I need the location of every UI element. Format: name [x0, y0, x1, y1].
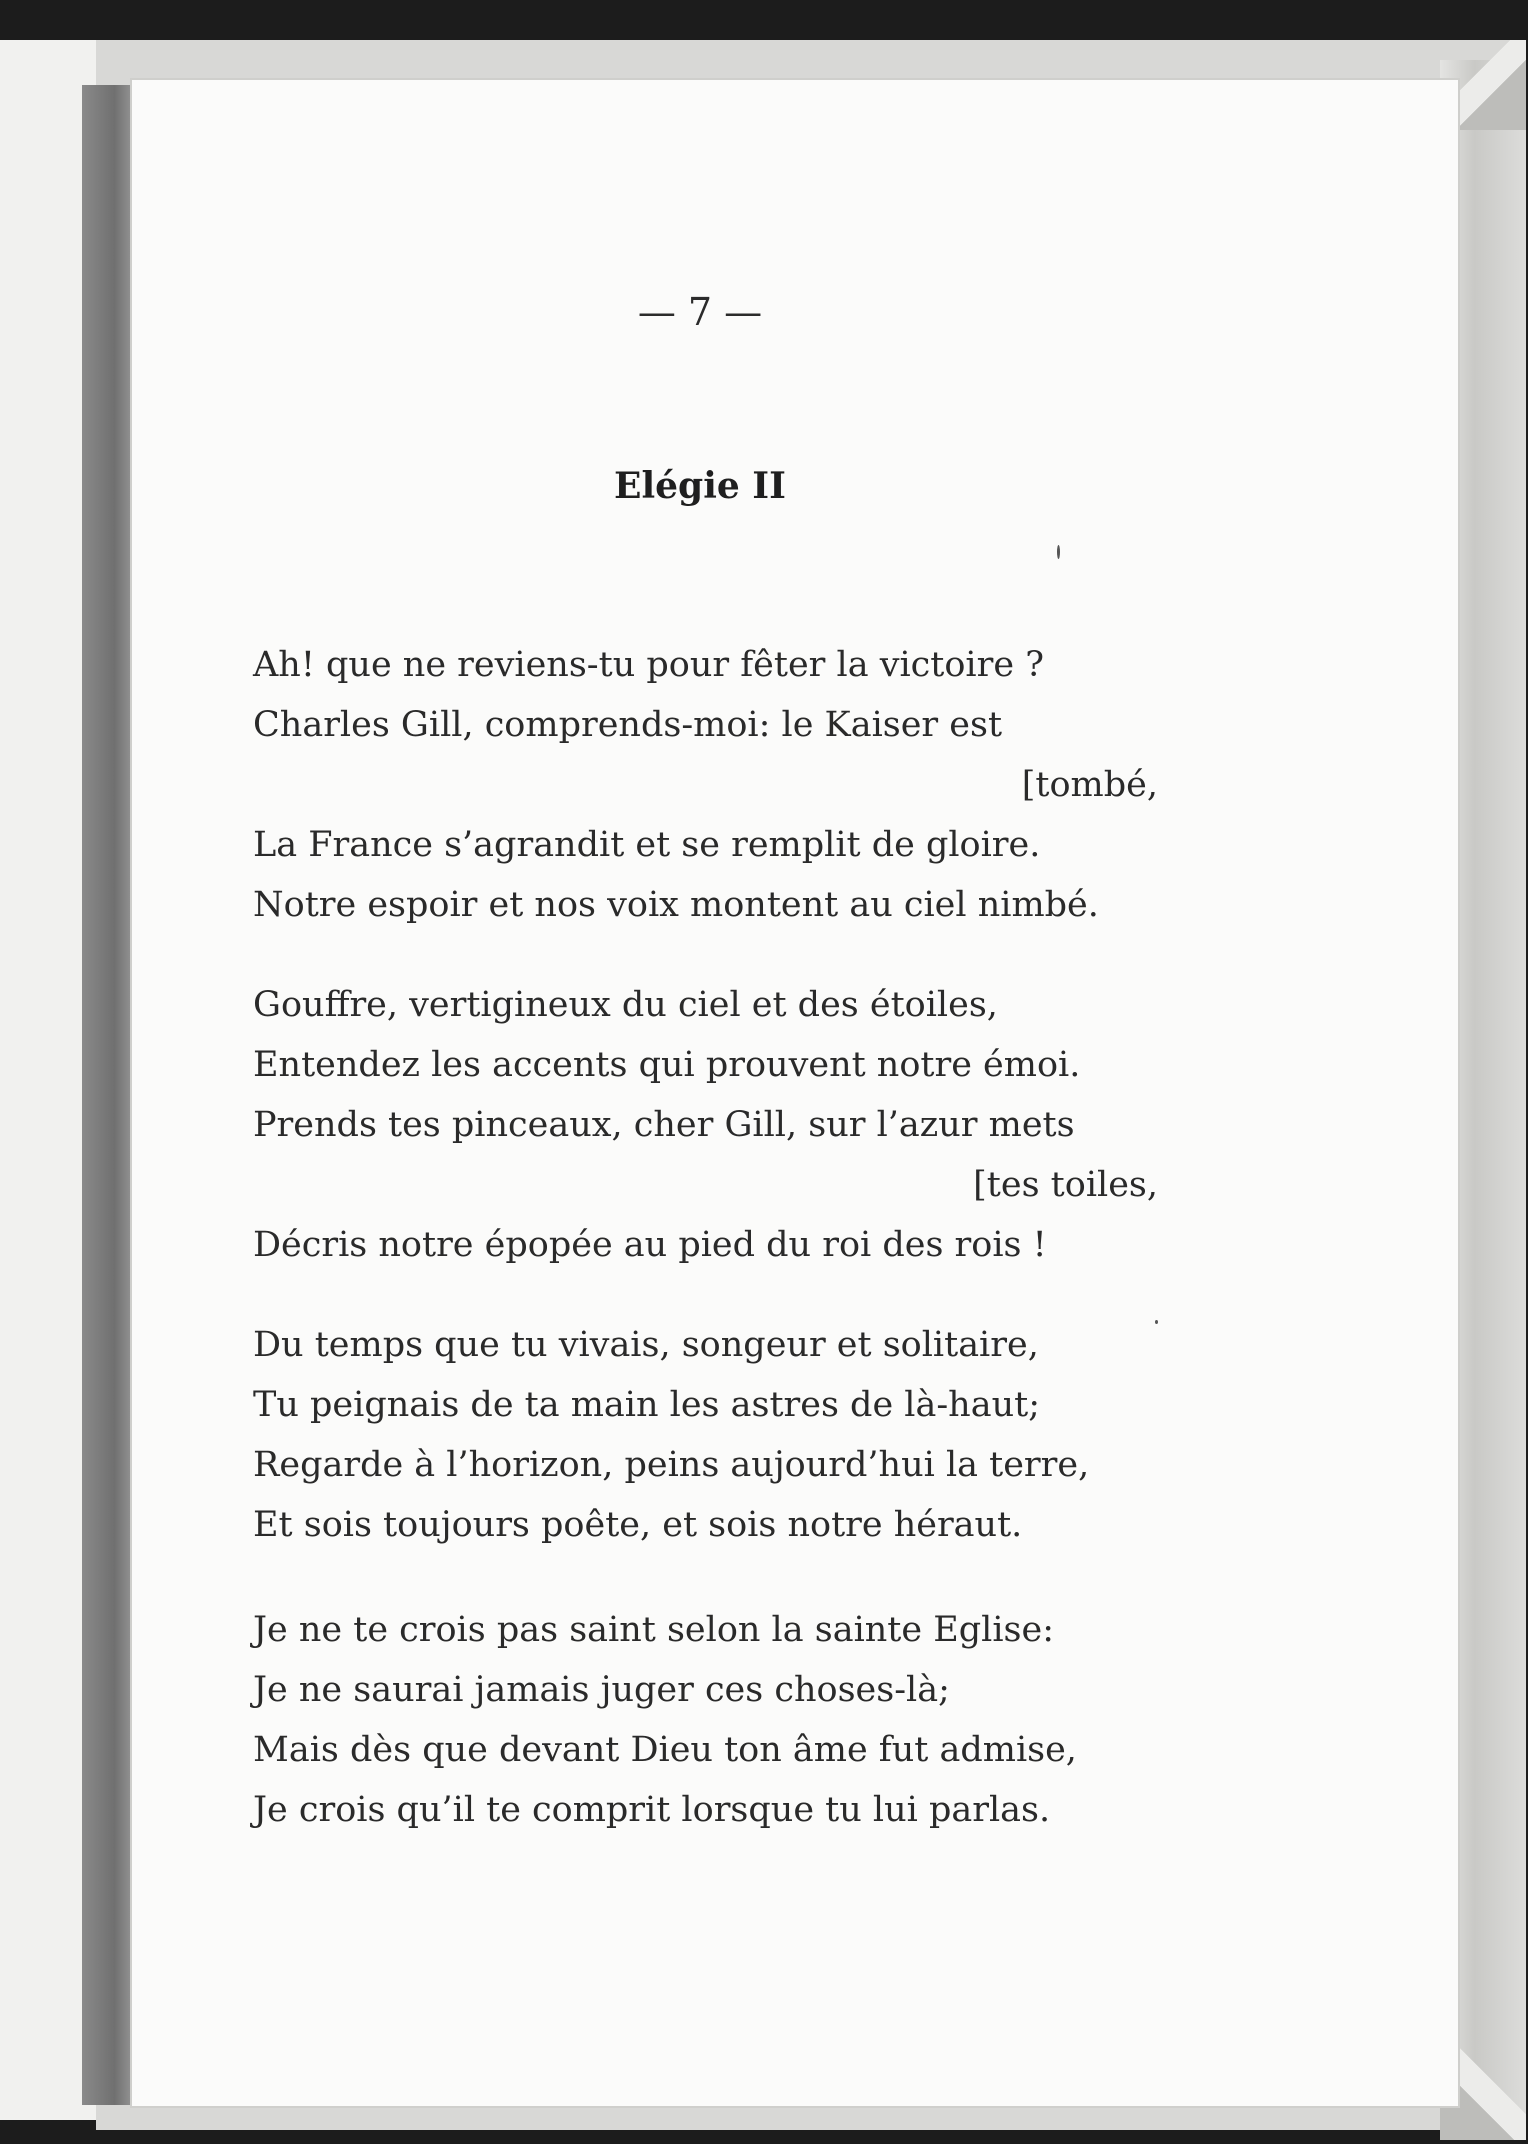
stanza: [253, 975, 1158, 1275]
stanza: [253, 635, 1158, 935]
verse-line: Gouffre, vertigineux du ciel et des étoiles,: [253, 985, 998, 1025]
verse-line: Tu peignais de ta main les astres de là-haut;: [253, 1385, 1040, 1425]
ink-speck: [1155, 1320, 1158, 1324]
verse-line: Décris notre épopée au pied du roi des rois !: [253, 1225, 1047, 1265]
verse-line-continuation: [tes toiles,: [973, 1165, 1158, 1205]
ink-speck: [1057, 545, 1060, 559]
verse-line: Charles Gill, comprends-moi: le Kaiser est: [253, 705, 1003, 745]
page-number: — 7 —: [637, 290, 763, 334]
verse-line: Entendez les accents qui prouvent notre émoi.: [253, 1045, 1081, 1085]
stanza: [253, 1315, 1158, 1555]
verse-line: Et sois toujours poête, et sois notre héraut.: [253, 1505, 1023, 1545]
verse-line: La France s’agrandit et se remplit de gloire.: [253, 825, 1041, 865]
poem-title: Elégie II: [614, 465, 786, 507]
verse-line: Ah! que ne reviens-tu pour fêter la victoire ?: [253, 645, 1044, 685]
verse-line: Du temps que tu vivais, songeur et solitaire,: [253, 1325, 1039, 1365]
verse-line: Je ne saurai jamais juger ces choses-là;: [253, 1670, 950, 1710]
stanza: [253, 1600, 1158, 1840]
verse-line: Je ne te crois pas saint selon la sainte Eglise:: [253, 1610, 1055, 1650]
verse-line: Notre espoir et nos voix montent au ciel nimbé.: [253, 885, 1099, 925]
verse-line: Prends tes pinceaux, cher Gill, sur l’azur mets: [253, 1105, 1075, 1145]
verse-line: Mais dès que devant Dieu ton âme fut admise,: [253, 1730, 1077, 1770]
verse-line-continuation: [tombé,: [1021, 765, 1158, 805]
verse-line: Regarde à l’horizon, peins aujourd’hui la terre,: [253, 1445, 1090, 1485]
verse-line: Je crois qu’il te comprit lorsque tu lui parlas.: [253, 1790, 1051, 1830]
page-gutter-shadow: [82, 85, 136, 2105]
